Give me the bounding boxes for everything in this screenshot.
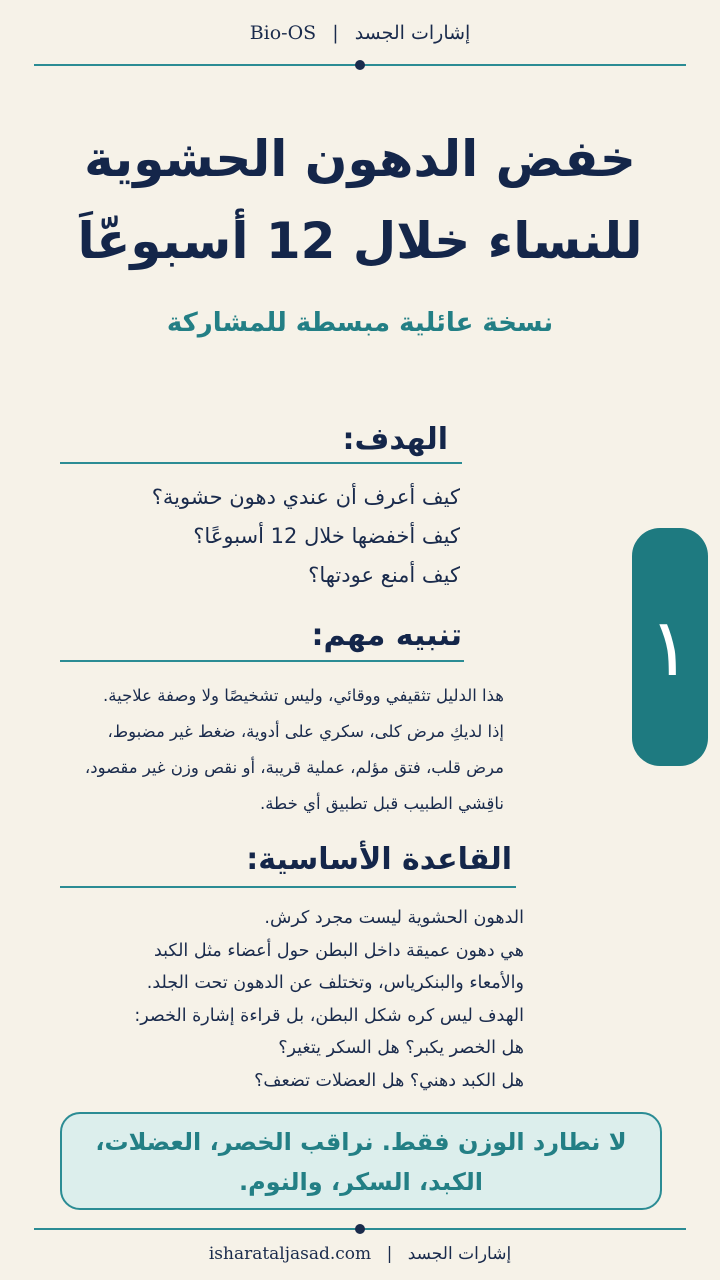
- text-line: الدهون الحشوية ليست مجرد كرش.: [264, 908, 524, 928]
- basic-rule-underline: [60, 886, 516, 888]
- header: [0, 22, 720, 44]
- warning-heading: تنبيه مهم:: [311, 618, 462, 653]
- list-item: كيف أمنع عودتها؟: [308, 563, 460, 587]
- callout-line-2: الكبد، السكر، والنوم.: [238, 1168, 484, 1196]
- list-item: كيف أخفضها خلال 12 أسبوعًا؟: [193, 524, 460, 548]
- list-item: كيف أعرف أن عندي دهون حشوية؟: [151, 485, 460, 509]
- header-separator: |: [332, 22, 339, 44]
- page-title: [40, 118, 680, 282]
- text-line: إذا لديكِ مرض كلى، سكري على أدوية، ضغط غير مضبوط،: [107, 722, 504, 741]
- top-divider: [34, 64, 686, 66]
- footer-website: isharataljasad.com: [208, 1244, 372, 1264]
- page-number-tab: ١: [632, 528, 708, 766]
- title-line-1: خفض الدهون الحشوية: [84, 130, 636, 188]
- goal-heading: الهدف:: [342, 422, 448, 457]
- divider-dot: [355, 1224, 365, 1234]
- text-line: مرض قلب، فتق مؤلم، عملية قريبة، أو نقص وزن غير مقصود،: [84, 758, 504, 777]
- text-line: هل الخصر يكبر؟ هل السكر يتغير؟: [278, 1038, 524, 1058]
- bottom-divider: [34, 1228, 686, 1230]
- basic-rule-text: [54, 902, 524, 1097]
- key-message-callout: [60, 1112, 662, 1210]
- goal-list: [60, 478, 460, 595]
- warning-underline: [60, 660, 464, 662]
- basic-rule-heading: القاعدة الأساسية:: [246, 842, 512, 877]
- text-line: هي دهون عميقة داخل البطن حول أعضاء مثل الكبد: [153, 940, 524, 961]
- series-name: إشارات الجسد: [354, 22, 471, 44]
- title-line-2: للنساء خلال 12 أسبوعّاَ: [77, 212, 643, 270]
- brand-name: Bio-OS: [249, 22, 317, 44]
- text-line: ناقِشي الطبيب قبل تطبيق أي خطة.: [259, 794, 504, 813]
- text-line: هذا الدليل تثقيفي ووقائي، وليس تشخيصًا ولا وصفة علاجية.: [103, 686, 504, 705]
- page-subtitle: نسخة عائلية مبسطة للمشاركة: [166, 308, 554, 338]
- text-line: الهدف ليس كره شكل البطن، بل قراءة إشارة الخصر:: [134, 1005, 524, 1026]
- text-line: هل الكبد دهني؟ هل العضلات تضعف؟: [254, 1070, 524, 1091]
- goal-underline: [60, 462, 462, 464]
- footer-separator: |: [386, 1244, 393, 1264]
- footer-series: إشارات الجسد: [407, 1244, 512, 1264]
- callout-line-1: لا نطارد الوزن فقط. نراقب الخصر، العضلات،: [95, 1128, 627, 1156]
- text-line: والأمعاء والبنكرياس، وتختلف عن الدهون تحت الجلد.: [146, 973, 524, 993]
- footer: [0, 1244, 720, 1264]
- divider-dot: [355, 60, 365, 70]
- warning-text: [34, 678, 504, 822]
